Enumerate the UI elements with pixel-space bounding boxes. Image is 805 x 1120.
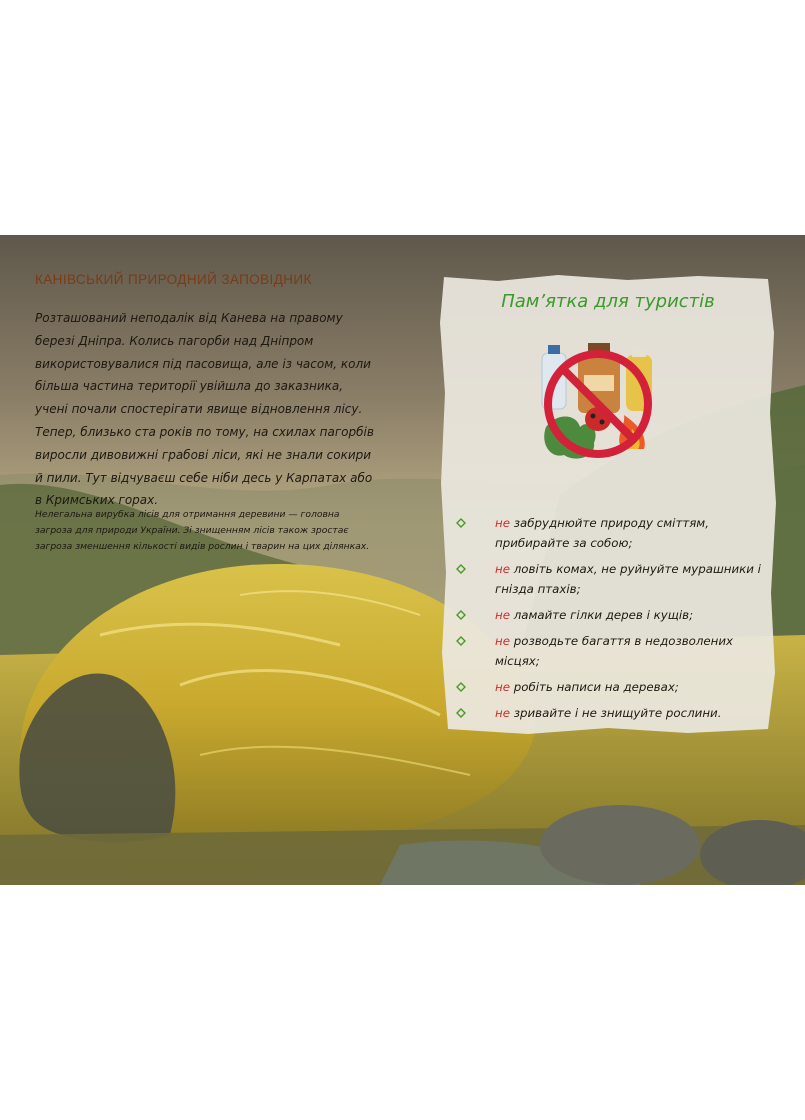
diamond-bullet-icon [456,610,466,620]
memo-title: Пам’ятка для туристів [501,291,715,312]
rules-list [456,513,766,723]
diamond-bullet-icon [456,564,466,574]
negation-word: не [495,608,510,622]
list-item [456,631,766,671]
rule-text: забруднюйте природу сміттям, прибирайте за собою; [495,516,709,550]
no-litter-no-fire-icon [536,339,660,469]
negation-word: не [495,634,510,648]
rule-text: ловіть комах, не руйнуйте мурашники і гнізда птахів; [495,562,761,596]
diamond-bullet-icon [456,708,466,718]
negation-word: не [495,516,510,530]
list-item [456,703,766,723]
section-title: КАНІВСЬКИЙ ПРИРОДНИЙ ЗАПОВІДНИК [35,272,312,287]
illustrated-spread [0,235,805,885]
negation-word: не [495,706,510,720]
rule-text: ламайте гілки дерев і кущів; [509,608,694,622]
diamond-bullet-icon [456,518,466,528]
diamond-bullet-icon [456,636,466,646]
diamond-bullet-icon [456,682,466,692]
rule-text: зривайте і не знищуйте рослини. [509,706,722,720]
negation-word: не [495,680,510,694]
list-item [456,605,766,625]
list-item [456,559,766,599]
rule-text: робіть написи на деревах; [509,680,679,694]
tourist-memo-card [438,273,778,735]
intro-paragraph: Розташований неподалік від Канева на правому березі Дніпра. Колись пагорби над Дніпром використовувалися під пасовища, але із часом, коли більша частина території увійшла до заказника, учені почали спостерігати явище відновлення лісу. Тепер, близько ста років по тому, на схилах пагорбів виросли дивовижні грабові ліси, які не знали сокири й пили. Тут відчуваєш себе ніби десь у Карпатах або в Кримських горах. [35,311,374,508]
list-item [456,677,766,697]
list-item [456,513,766,553]
threat-note: Нелегальна вирубка лісів для отримання деревини — головна загроза для природи України. Зі знищенням лісів також зростає загроза зменшення кількості видів рослин і тварин на цих ділянках. [35,509,370,552]
negation-word: не [495,562,510,576]
rule-text: розводьте багаття в недозволених місцях; [495,634,734,668]
